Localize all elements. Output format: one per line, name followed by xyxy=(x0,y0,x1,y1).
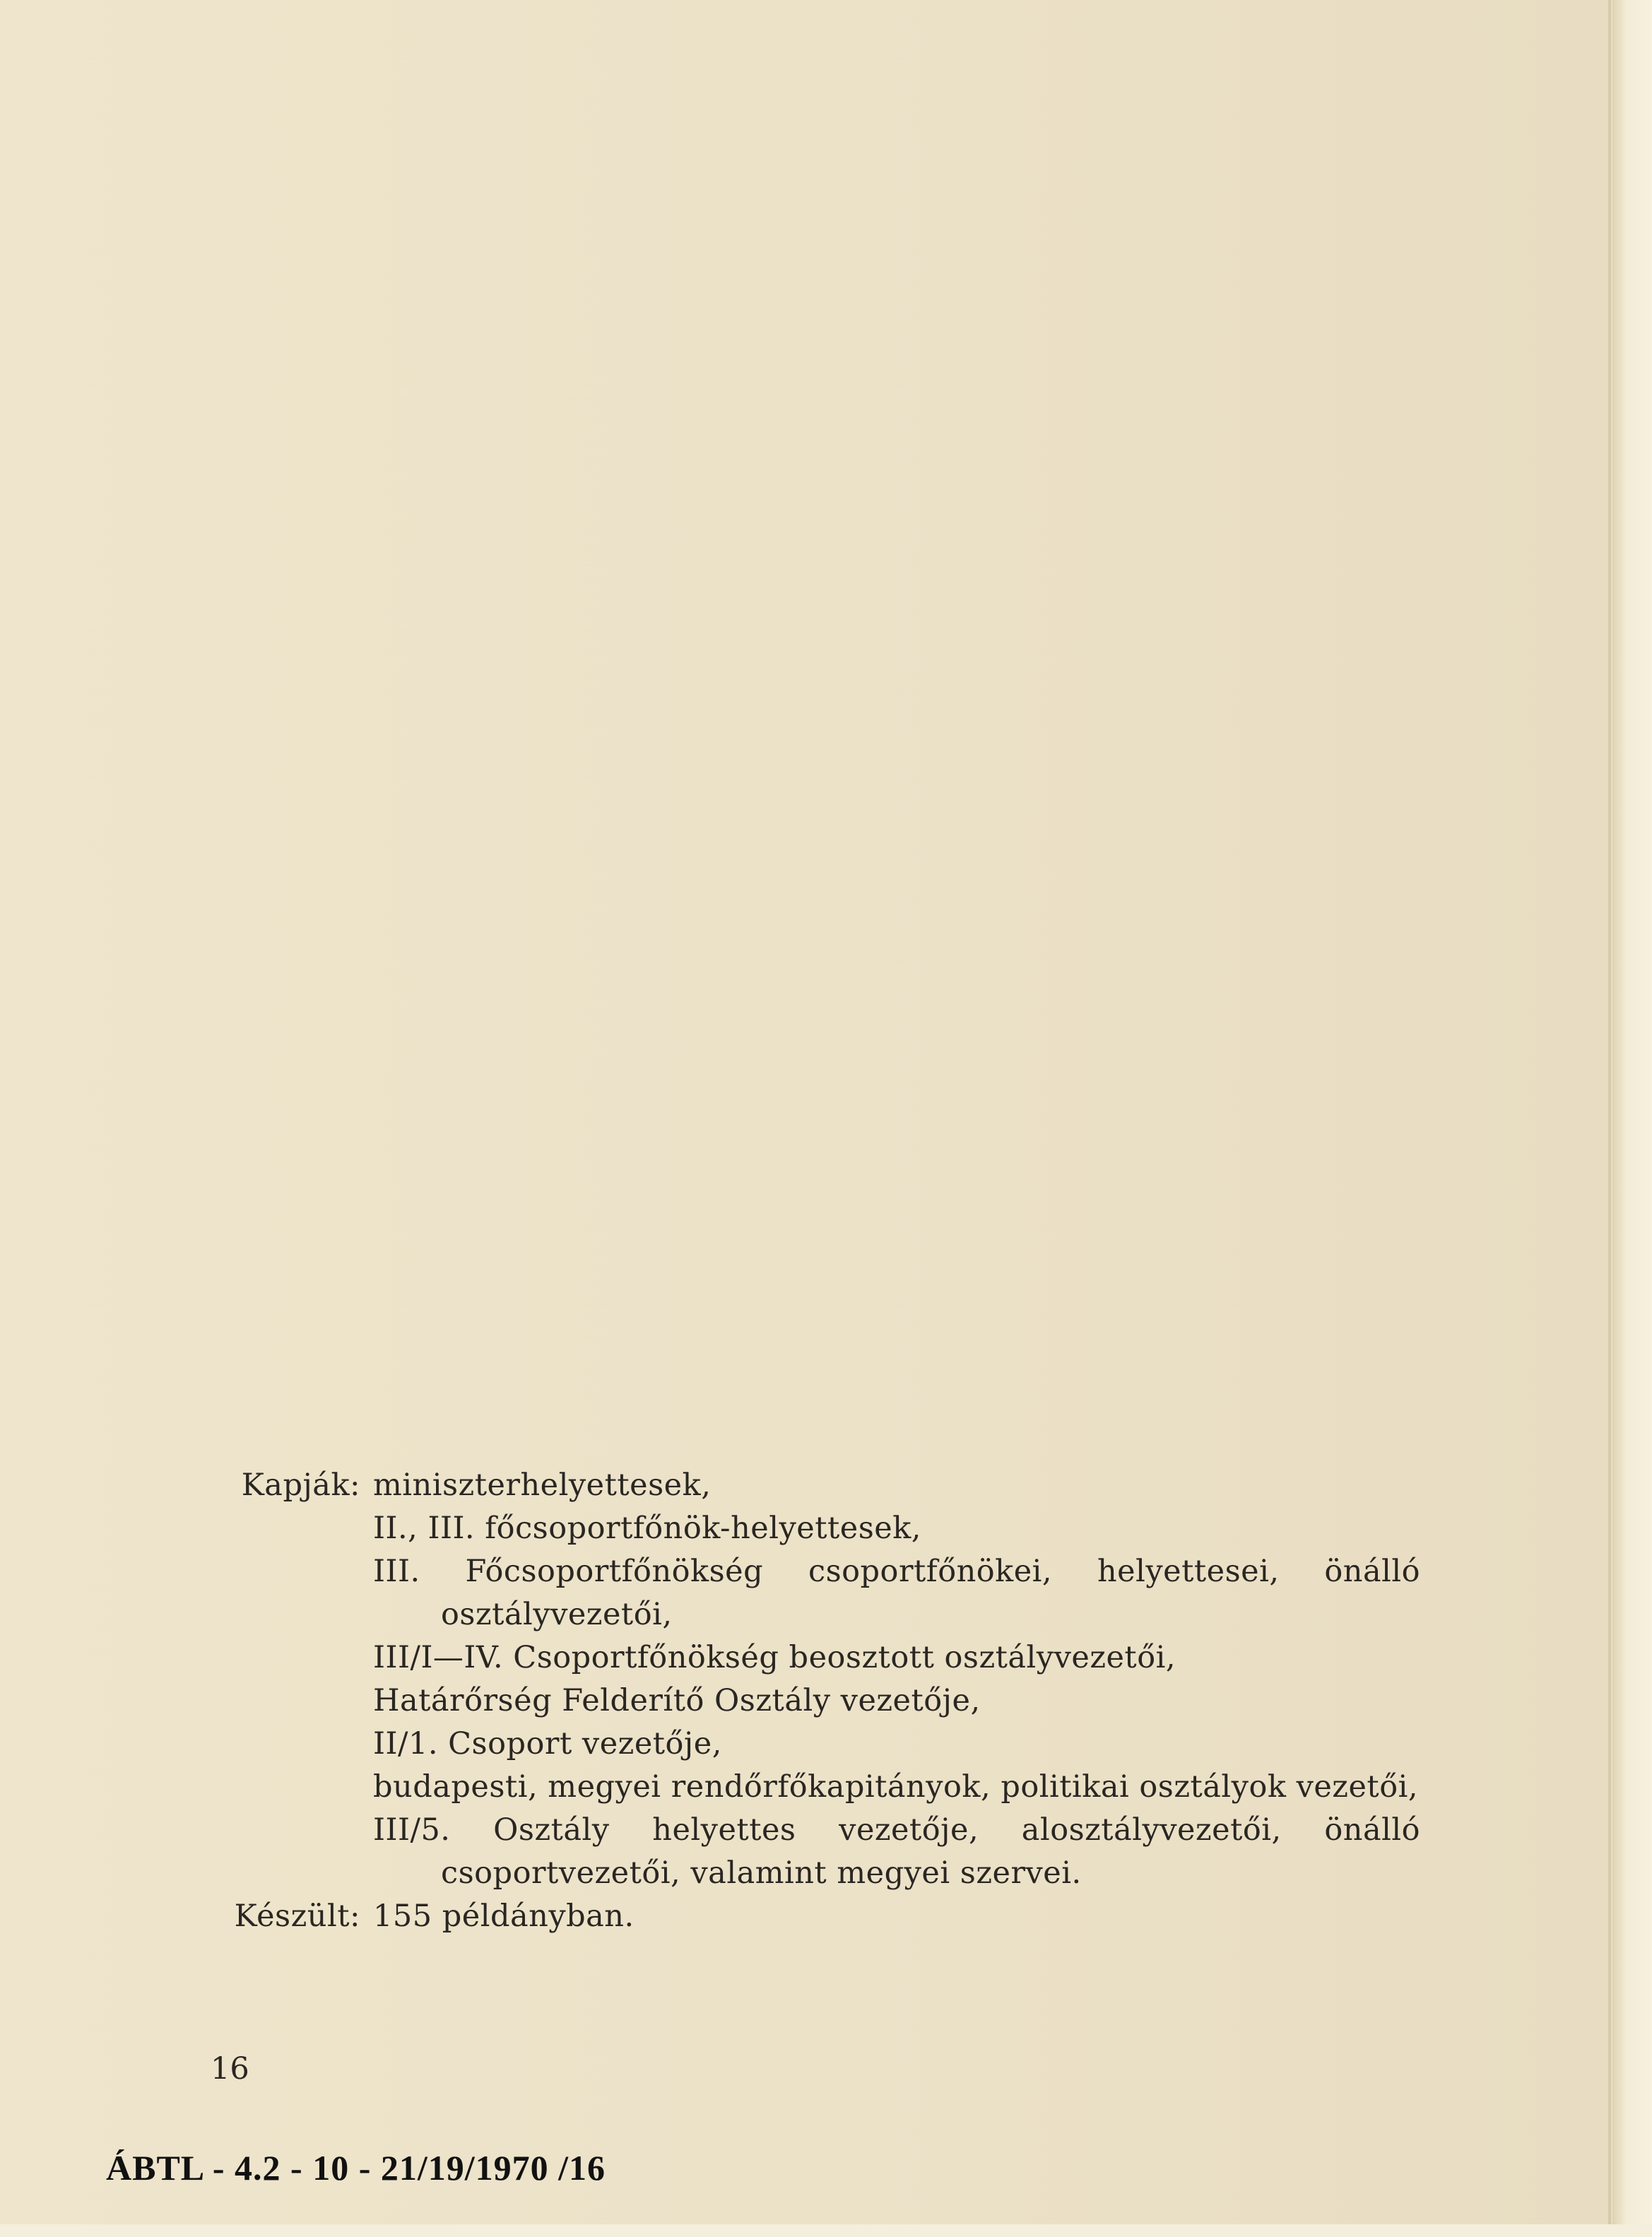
distribution-item: III/I—IV. Csoportfőnökség beosztott osztályvezetői, xyxy=(373,1640,1176,1675)
distribution-label: Kapják: xyxy=(241,1468,360,1503)
distribution-item: miniszterhelyettesek, xyxy=(373,1468,712,1503)
page-number: 16 xyxy=(211,2051,249,2087)
distribution-item: Határőrség Felderítő Osztály vezetője, xyxy=(373,1683,981,1718)
distribution-item: budapesti, megyei rendőrfőkapitányok, politikai osztályok vezetői, xyxy=(373,1769,1419,1805)
page-bottom-edge xyxy=(0,2224,1652,2237)
distribution-item: II., III. főcsoportfőnök-helyettesek, xyxy=(373,1511,921,1546)
page-edge-shadow xyxy=(1608,0,1611,2237)
distribution-list xyxy=(373,1464,1420,1895)
copies-label: Készült: xyxy=(234,1899,360,1934)
distribution-block xyxy=(211,1464,1420,1938)
page-edge xyxy=(1612,0,1652,2237)
copies-value: 155 példányban. xyxy=(373,1899,635,1934)
copies-row xyxy=(211,1895,1420,1938)
distribution-item: III/5. Osztály helyettes vezetője, alosztályvezetői, önálló csoportvezetői, valamint megyei szervei. xyxy=(373,1812,1420,1891)
distribution-row xyxy=(211,1464,1420,1895)
distribution-item: II/1. Csoport vezetője, xyxy=(373,1726,722,1761)
distribution-item: III. Főcsoportfőnökség csoportfőnökei, helyettesei, önálló osztályvezetői, xyxy=(373,1554,1420,1632)
archive-reference: ÁBTL - 4.2 - 10 - 21/19/1970 /16 xyxy=(106,2148,606,2188)
